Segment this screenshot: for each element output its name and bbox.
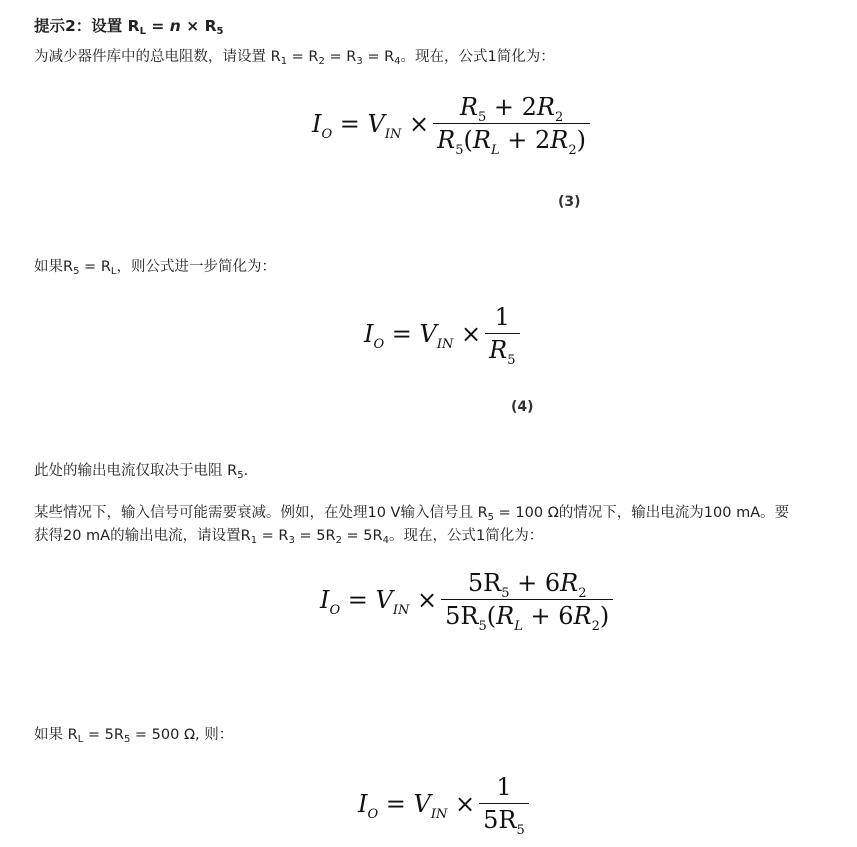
paragraph-intro: 为减少器件库中的总电阻数，请设置 $R_1 = R_2 = R_3 = R_4$。现在，公式1简化为： xyxy=(34,49,555,67)
equation-4: $I_O = V_{IN}$ × $\frac{1}{R_5}$ xyxy=(364,302,520,365)
paragraph-dependency: 此处的输出电流仅取决于电阻 $R_5$. xyxy=(34,463,249,481)
paragraph-attenuation-line-1: 某些情况下，输入信号可能需要衰减。例如，在处理10 V输入信号且 $R_5 = 100$ Ω的情况下，输出电流为100 mA。要 xyxy=(34,505,790,523)
equation-4-label: (4) xyxy=(511,399,534,415)
equation-3-label: (3) xyxy=(558,194,581,210)
equation-6: $I_O = V_{IN}$ × $\frac{1}{5R_5}$ xyxy=(358,772,529,835)
equation-3: $I_O = V_{IN}$ × $\frac{R_5 + 2R_2}{R_5(R_L + 2R_2)}$ xyxy=(312,92,590,155)
equation-4-fraction: $\frac{1}{R_5}$ xyxy=(485,302,519,365)
section-heading: 提示2：设置 $R_L = n \times R_5$ xyxy=(34,17,224,37)
equation-6-fraction: $\frac{1}{5R_5}$ xyxy=(479,772,529,835)
paragraph-example: 如果 $R_L = 5R_5 = 500$ Ω, 则： xyxy=(34,727,234,745)
paragraph-attenuation-line-2: 获得20 mA的输出电流，请设置$R_1 = R_3 = 5R_2 = 5R_4$。现在，公式1简化为： xyxy=(34,528,544,546)
equation-5-fraction: $\frac{5R_5 + 6R_2}{5R_5(R_L + 6R_2)}$ xyxy=(441,568,613,631)
equation-5: $I_O = V_{IN}$ × $\frac{5R_5 + 6R_2}{5R_5(R_L + 6R_2)}$ xyxy=(320,568,613,631)
paragraph-simplify: 如果$R_5 = R_L$，则公式进一步简化为： xyxy=(34,259,276,277)
equation-3-fraction: $\frac{R_5 + 2R_2}{R_5(R_L + 2R_2)}$ xyxy=(433,92,590,155)
